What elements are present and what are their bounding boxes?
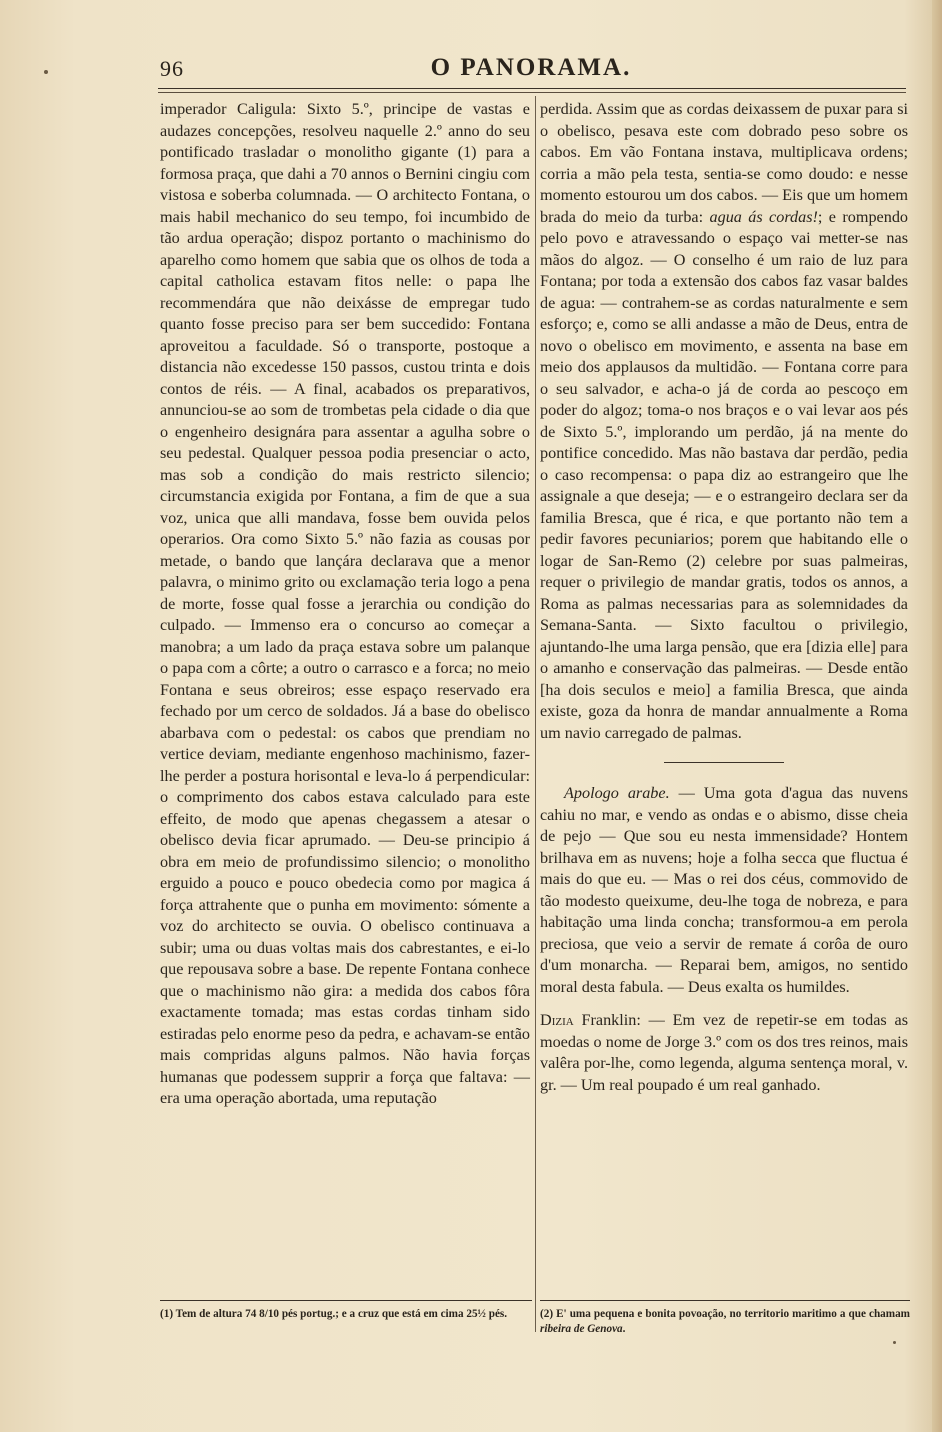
footnote-rule-right (540, 1300, 910, 1301)
apologo-title: Apologo arabe. (564, 784, 670, 802)
continuation-text-a: perdida. Assim que as cordas deixassem de puxar para si o obelisco, pesava este com dobrado peso sobre os cabos. Em vão Fontana instava, multiplicava ordens; corria a mão pela testa, sentia-se como doudo: e nesse momento estourou um dos cabos. — Eis que um homem brada do meio da turba: (540, 100, 908, 226)
header-rule-thin (158, 92, 906, 93)
footnote-2-text: (2) E' uma pequena e bonita povoação, no territorio maritimo a que chamam (540, 1308, 910, 1320)
footnote-2 (540, 1307, 910, 1337)
obelisk-story-continuation (540, 99, 908, 744)
right-column (540, 99, 908, 1096)
franklin-text: Franklin: — Em vez de repetir-se em todas as moedas o nome de Jorge 3.º com os dos tres reinos, mais valêra por-lhe, como legenda, alguma sentença moral, v. gr. — Um real poupado é um real ganhado. (540, 1011, 908, 1094)
franklin-paragraph (540, 1010, 908, 1096)
paper-speck (44, 70, 48, 74)
page-header (156, 52, 906, 84)
page-number: 96 (160, 56, 184, 81)
section-separator (664, 762, 784, 763)
left-column (160, 99, 530, 1110)
paper-speck (893, 1341, 896, 1344)
apologo-paragraph (540, 783, 908, 998)
column-divider (535, 96, 536, 1332)
footnote-rule-left (160, 1300, 532, 1301)
page-edge (932, 0, 942, 1432)
continuation-text-b: ; e rompendo pelo povo e atravessando o espaço vai metter-se nas mãos do algoz. — O conselho é um raio de luz para Fontana; por toda a extensão dos cabos faz vasar baldes de agua: — contrahem-se as cordas naturalmente e sem esforço; e, como se alli andasse a mão de Deus, entra de novo o obelisco em movimento, e assenta na base em meio dos applausos da multidão. — Fontana corre para o seu salvador, e acha-o já de corda ao pescoço em poder do algoz; toma-o nos braços e o vai levar aos pés de Sixto 5.º, implorando um perdão, já na mente do pontifice concedido. Mas não bastava dar perdão, pedia o caso recompensa: o papa diz ao estrangeiro que lhe assignale a que deseja; — e o estrangeiro declara ser da familia Bresca, que é rica, e que portanto não tem a pedir favores pecuniarios; porem que habitando elle o logar de San-Remo (2) celebre por suas palmeiras, requer o privilegio de mandar gratis, todos os annos, a Roma as palmas necessarias para as solemnidades da Semana-Santa. — Sixto facultou o privilegio, ajuntando-lhe uma larga pensão, que era [dizia elle] para o amanho e conservação das palmeiras. — Desde então [ha dois seculos e meio] a familia Bresca, que ainda existe, goza da honra de mandar annualmente a Roma um navio carregado de palmas. (540, 207, 909, 742)
header-rule (158, 88, 906, 89)
shout-quote: agua ás cordas! (709, 207, 818, 226)
apologo-text: — Uma gota d'agua das nuvens cahiu no mar, e vendo as ondas e o abismo, disse cheia de pejo — Que sou eu nesta immensidade? Hontem brilhava em as nuvens; hoje a folha secca que fluctua é mais do que eu. — Mas o rei dos céus, commovido de tão modesto queixume, deu-lhe toga de nobreza, e para habitação uma linda concha; transformou-a em perola preciosa, que veio a servir de remate á corôa de ouro d'um monarcha. — Reparai bem, amigos, no sentido moral desta fabula. — Deus exalta os humildes. (540, 784, 908, 996)
obelisk-story-paragraph: imperador Caligula: Sixto 5.º, principe de vastas e audazes concepções, resolveu naquelle 2.º anno do seu pontificado trasladar o monolitho gigante (1) para a formosa praça, que dahi a 70 annos o Bernini cingiu com vistosa e soberba columnada. — O architecto Fontana, o mais habil mechanico do seu tempo, foi incumbido de tão ardua operação; dispoz portanto o machinismo do aparelho como homem que sabia que os olhos de toda a capital catholica estavam fitos nelle: o papa lhe recommendára que não deixásse de empregar tudo quanto fosse preciso para ser bem succedido: Fontana aproveitou a faculdade. Só o transporte, postoque a distancia não excedesse 150 passos, custou trinta e dois contos de réis. — A final, acabados os preparativos, annunciou-se ao som de trombetas pela cidade o dia que o engenheiro designára para assentar a agulha sobre o seu pedestal. Qualquer pessoa podia presenciar o acto, mas sob a condição do mais restricto silencio; circumstancia exigida por Fontana, a fim de que a sua voz, unica que alli mandava, fosse bem ouvida pelos operarios. Ora como Sixto 5.º não fazia as cousas por metade, o bando que lançára declarava que a menor palavra, o minimo grito ou exclamação teria logo a pena de morte, fosse qual fosse a jerarchia ou condição do culpado. — Immenso era o concurso ao começar a manobra; a um lado da praça estava sobre um palanque o papa com a côrte; a outro o carrasco e a forca; no meio Fontana e seus obreiros; esse espaço reservado era fechado por um cerco de soldados. Já a base do obelisco abarbava com o pedestal: os cabos que prendiam no vertice deviam, mediante engenhoso machinismo, fazer-lhe perder a postura horisontal e leva-lo á perpendicular: o comprimento dos cabos estava calculado para este effeito, de modo que apenas chegassem a atesar o obelisco devia ficar aprumado. — Deu-se principio á obra em meio de profundissimo silencio; o monolitho erguido a pouco e pouco obedecia como por magica á força attrahente que o punha em movimento: sómente a voz do architecto se ouvia. O obelisco continuava a subir; uma ou duas voltas mais dos cabrestantes, e ei-lo que repousava sobre a base. De repente Fontana conhece que o machinismo não gira: a medida dos cabos fôra exactamente tomada; mas estas cordas tinham sido estiradas pelo enorme peso da pedra, e achavam-se então mais compridas alguns palmos. Não havia forças humanas que podessem supprir a força que faltava: — era uma operação abortada, uma reputação (160, 100, 530, 1107)
footnote-2-end: . (622, 1323, 626, 1335)
franklin-lead: Dizia (540, 1011, 574, 1029)
footnote-1: (1) Tem de altura 74 8/10 pés portug.; e a cruz que está em cima 25½ pés. (160, 1308, 508, 1320)
running-title: O PANORAMA. (430, 54, 632, 81)
footnote-2-italic: ribeira de Genova (540, 1323, 623, 1335)
